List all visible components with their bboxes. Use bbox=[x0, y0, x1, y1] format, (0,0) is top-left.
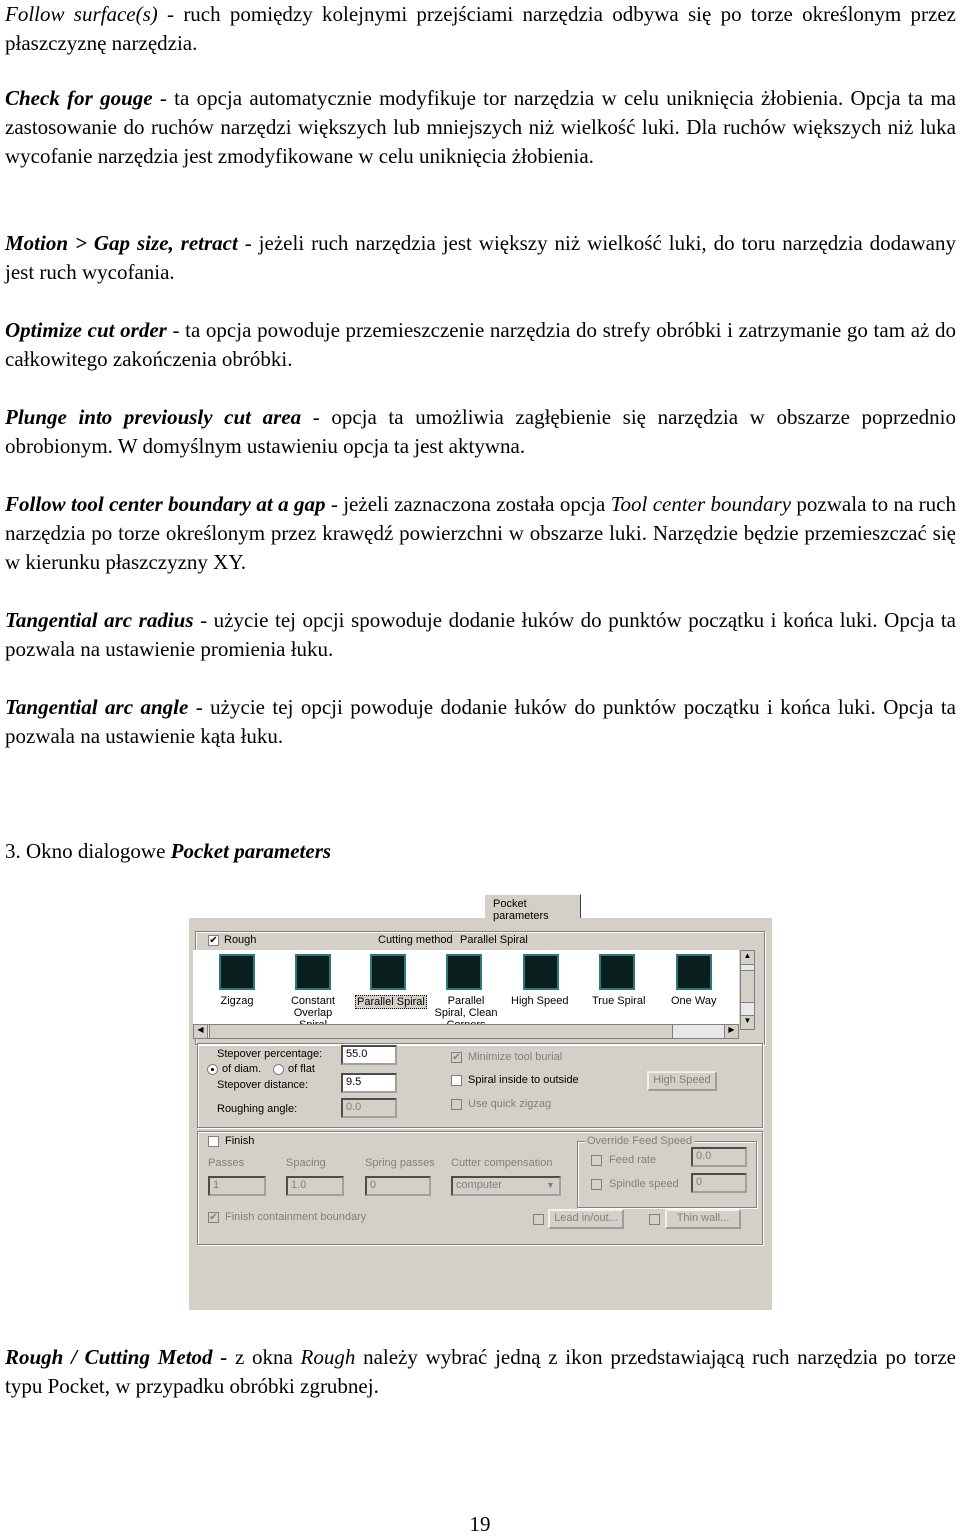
window-name: Rough bbox=[300, 1345, 356, 1369]
roughing-angle-label: Roughing angle: bbox=[217, 1103, 298, 1115]
scroll-left-icon[interactable]: ◀ bbox=[193, 1024, 208, 1039]
feed-rate-checkbox[interactable] bbox=[591, 1155, 602, 1166]
desc: - ruch pomiędzy kolejnymi przejściami narzędzia odbywa się po torze określonym przez płaszczyznę narzędzia. bbox=[5, 2, 957, 55]
tab-strip bbox=[189, 891, 772, 922]
term: Plunge into previously cut area bbox=[5, 405, 302, 429]
cutting-method-value: Parallel Spiral bbox=[460, 934, 528, 946]
one-way-icon[interactable] bbox=[676, 954, 712, 990]
finish-checkbox[interactable] bbox=[208, 1136, 219, 1147]
of-flat-radio[interactable] bbox=[273, 1064, 284, 1075]
thin-wall-checkbox[interactable] bbox=[649, 1214, 660, 1225]
scroll-right-icon[interactable]: ▶ bbox=[724, 1024, 739, 1039]
method-label: One Way bbox=[671, 995, 717, 1007]
paragraph-rough-cutting-method bbox=[5, 1343, 956, 1401]
desc: - jeżeli zaznaczona została opcja bbox=[325, 492, 611, 516]
paragraph-follow-surfaces bbox=[5, 0, 956, 58]
term: Tangential arc angle bbox=[5, 695, 189, 719]
h-scrollbar-thumb[interactable] bbox=[209, 1024, 673, 1039]
pocket-parameters-dialog bbox=[189, 891, 772, 1310]
of-flat-label: of flat bbox=[288, 1063, 315, 1075]
spindle-speed-field[interactable]: 0 bbox=[691, 1173, 747, 1193]
thin-wall-button[interactable]: Thin wall... bbox=[665, 1209, 741, 1229]
stepover-percentage-label: Stepover percentage: bbox=[217, 1048, 323, 1060]
spacing-label: Spacing bbox=[286, 1157, 326, 1169]
paragraph-tangential-angle bbox=[5, 693, 956, 751]
passes-label: Passes bbox=[208, 1157, 245, 1169]
term: Optimize cut order bbox=[5, 318, 167, 342]
spiral-inside-checkbox[interactable] bbox=[451, 1075, 462, 1086]
paragraph-motion-gap-size bbox=[5, 229, 956, 287]
of-diam-radio[interactable] bbox=[207, 1064, 218, 1075]
desc: - opcja ta umożliwia zagłębienie się narzędzia w obszarze poprzednio obrobionym. W domyślnym ustawieniu opcja ta jest aktywna. bbox=[5, 405, 956, 458]
desc: pozwala to na ruch narzędzia po torze określonym przez krawędź powierzchni w obszarze luki. Narzędzie będzie przemieszczać się w kierunku płaszczyzny XY. bbox=[5, 492, 956, 574]
scroll-up-icon[interactable]: ▲ bbox=[740, 950, 755, 965]
heading-prefix: 3. Okno dialogowe bbox=[5, 839, 171, 863]
page-number: 19 bbox=[469, 1512, 491, 1536]
minimize-tool-burial-checkbox[interactable]: ✔ bbox=[452, 1052, 461, 1063]
chevron-down-icon[interactable]: ▼ bbox=[546, 1180, 555, 1190]
finish-containment-checkbox[interactable]: ✔ bbox=[209, 1212, 218, 1223]
spacing-field[interactable]: 1.0 bbox=[286, 1176, 344, 1196]
heading-italic: Pocket parameters bbox=[170, 839, 332, 863]
finish-containment-label: Finish containment boundary bbox=[225, 1211, 367, 1223]
cutter-compensation-label: Cutter compensation bbox=[451, 1157, 553, 1169]
stepover-distance-label: Stepover distance: bbox=[217, 1079, 309, 1091]
paragraph-plunge bbox=[5, 403, 956, 461]
cutting-method-label: Cutting method bbox=[378, 934, 453, 946]
constant-overlap-spiral-icon[interactable] bbox=[295, 954, 331, 990]
rough-checkbox[interactable]: ✔ bbox=[209, 935, 218, 946]
term: Follow tool center boundary at a gap bbox=[5, 492, 326, 516]
desc: - jeżeli ruch narzędzia jest większy niż wielkość luki, do toru narzędzia dodawany jest ruch wycofania. bbox=[5, 231, 956, 284]
paragraph-follow-tool-center bbox=[5, 490, 956, 577]
method-label: Parallel Spiral, Clean bbox=[434, 995, 498, 1019]
feed-rate-field[interactable]: 0.0 bbox=[691, 1147, 747, 1167]
desc: - użycie tej opcji spowoduje dodanie łuków do punktów początku i końca luki. Opcja ta pozwala na ustawienie promienia łuku. bbox=[5, 608, 957, 661]
paragraph-optimize-cut-order bbox=[5, 316, 956, 374]
spindle-speed-label: Spindle speed bbox=[609, 1178, 679, 1190]
method-label: Zigzag bbox=[220, 995, 254, 1007]
parallel-spiral-icon[interactable] bbox=[370, 954, 406, 990]
method-label: True Spiral bbox=[592, 995, 646, 1007]
section-heading bbox=[5, 837, 331, 866]
scrollbar-thumb[interactable] bbox=[740, 970, 755, 1003]
spring-passes-field[interactable]: 0 bbox=[365, 1176, 431, 1196]
stepover-distance-field[interactable]: 9.5 bbox=[341, 1073, 397, 1093]
passes-field[interactable]: 1 bbox=[208, 1176, 266, 1196]
override-feed-speed-label: Override Feed Speed bbox=[587, 1135, 693, 1147]
term: Rough / Cutting Metod - bbox=[5, 1345, 228, 1369]
cutter-compensation-select[interactable]: computer bbox=[451, 1176, 561, 1196]
method-label: Constant Overlap bbox=[290, 995, 336, 1019]
lead-in-out-checkbox[interactable] bbox=[533, 1214, 544, 1225]
spring-passes-label: Spring passes bbox=[365, 1157, 435, 1169]
method-label-selected: Parallel Spiral bbox=[357, 996, 425, 1008]
method-label: High Speed bbox=[511, 995, 569, 1007]
spiral-inside-label: Spiral inside to outside bbox=[468, 1074, 579, 1086]
desc: - ta opcja powoduje przemieszczenie narzędzia do strefy obróbki i zatrzymanie go tam aż do całkowitego zakończenia obróbki. bbox=[5, 318, 956, 371]
desc: - ta opcja automatycznie modyfikuje tor narzędzia w celu uniknięcia żłobienia. Opcja ta ma zastosowanie do ruchów narzędzi większych lub mniejszych niż wielkość luki. Dla ruchów większych niż luka wycofanie narzędzia jest zmodyfikowane w celu uniknięcia żłobienia. bbox=[5, 86, 957, 168]
high-speed-icon[interactable] bbox=[523, 954, 559, 990]
option-name: Tool center boundary bbox=[610, 492, 792, 516]
term: Follow surface(s) bbox=[5, 2, 158, 26]
tab-pocket-parameters[interactable]: Pocket parameters bbox=[484, 894, 581, 918]
term: Tangential arc radius bbox=[5, 608, 194, 632]
rough-label: Rough bbox=[224, 934, 257, 946]
desc: należy wybrać jedną z ikon przedstawiającą ruch narzędzia po torze typu Pocket, w przypadku obróbki zgrubnej. bbox=[5, 1345, 956, 1398]
high-speed-button[interactable]: High Speed bbox=[647, 1071, 717, 1091]
roughing-angle-field[interactable]: 0.0 bbox=[341, 1098, 397, 1118]
spindle-speed-checkbox[interactable] bbox=[591, 1179, 602, 1190]
desc: - użycie tej opcji powoduje dodanie łuków do punktów początku i końca luki. Opcja ta pozwala na ustawienie kąta łuku. bbox=[5, 695, 956, 748]
zigzag-icon[interactable] bbox=[219, 954, 255, 990]
lead-in-out-button[interactable]: Lead in/out... bbox=[548, 1209, 624, 1229]
term: Check for gouge bbox=[5, 86, 153, 110]
true-spiral-icon[interactable] bbox=[599, 954, 635, 990]
minimize-tool-burial-label: Minimize tool burial bbox=[468, 1051, 563, 1063]
use-quick-zigzag-label: Use quick zigzag bbox=[468, 1098, 552, 1110]
cutting-method-icons bbox=[193, 950, 739, 1030]
use-quick-zigzag-checkbox[interactable] bbox=[451, 1099, 462, 1110]
term: Motion > Gap size, retract bbox=[5, 231, 238, 255]
of-diam-label: of diam. bbox=[222, 1063, 262, 1075]
stepover-percentage-field[interactable]: 55.0 bbox=[341, 1045, 397, 1065]
desc: z okna bbox=[227, 1345, 301, 1369]
scroll-down-icon[interactable]: ▼ bbox=[740, 1015, 755, 1030]
finish-label: Finish bbox=[225, 1135, 255, 1147]
parallel-spiral-clean-corners-icon[interactable] bbox=[446, 954, 482, 990]
paragraph-check-for-gouge bbox=[5, 84, 956, 171]
feed-rate-label: Feed rate bbox=[609, 1154, 657, 1166]
paragraph-tangential-radius bbox=[5, 606, 956, 664]
